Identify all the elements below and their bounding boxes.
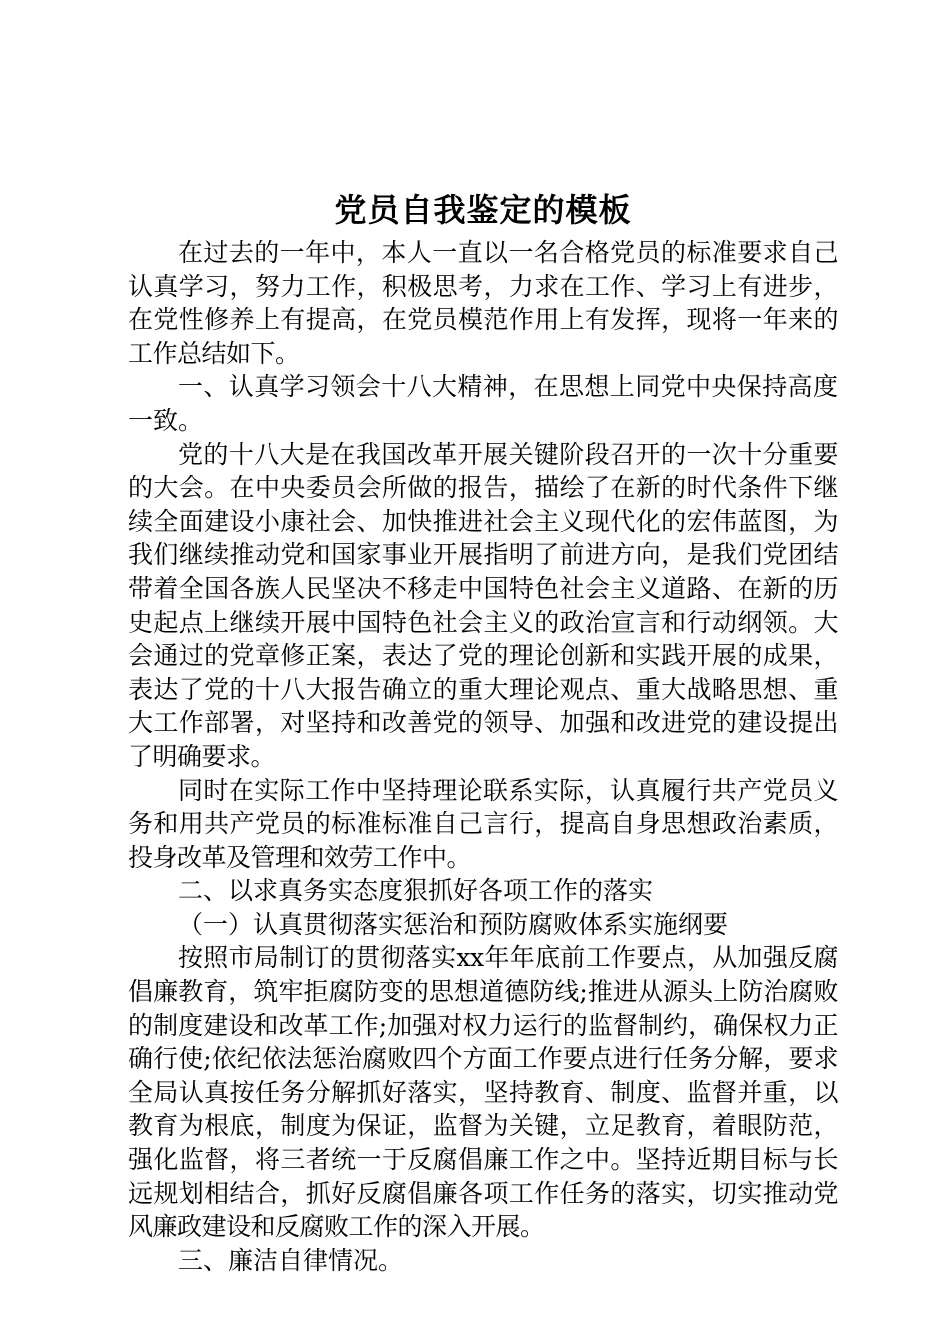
body-paragraph: 党的十八大是在我国改革开展关键阶段召开的一次十分重要的大会。在中央委员会所做的报告，描绘了在新的时代条件下继续全面建设小康社会、加快推进社会主义现代化的宏伟蓝图，为我们继续推动党和国家事业开展指明了前进方向，是我们党团结带着全国各族人民坚决不移走中国特色社会主义道路、在新的历史起点上继续开展中国特色社会主义的政治宣言和行动纲领。大会通过的党章修正案，表达了党的理论创新和实践开展的成果，表达了党的十八大报告确立的重大理论观点、重大战略思想、重大工作部署，对坚持和改善党的领导、加强和改进党的建设提出了明确要求。 bbox=[128, 439, 838, 771]
section-heading-3: 三、廉洁自律情况。 bbox=[178, 1245, 404, 1275]
body-paragraph: 同时在实际工作中坚持理论联系实际，认真履行共产党员义务和用共产党员的标准标准自己言行，提高自身思想政治素质，投身改革及管理和效劳工作中。 bbox=[128, 775, 838, 872]
section-heading-2: 二、以求真务实态度狠抓好各项工作的落实 bbox=[178, 876, 654, 906]
subsection-heading-1: （一）认真贯彻落实惩治和预防腐败体系实施纲要 bbox=[178, 909, 729, 939]
document-body bbox=[128, 186, 838, 1277]
intro-paragraph: 在过去的一年中，本人一直以一名合格党员的标准要求自己认真学习，努力工作，积极思考，力求在工作、学习上有进步，在党性修养上有提高，在党员模范作用上有发挥，现将一年来的工作总结如下。 bbox=[128, 238, 838, 368]
document-title: 党员自我鉴定的模板 bbox=[334, 191, 632, 229]
section-heading-1: 一、认真学习领会十八大精神，在思想上同党中央保持高度一致。 bbox=[128, 372, 838, 435]
body-paragraph: 按照市局制订的贯彻落实xx年年底前工作要点，从加强反腐倡廉教育，筑牢拒腐防变的思想道德防线;推进从源头上防治腐败的制度建设和改革工作;加强对权力运行的监督制约，确保权力正确行使;依纪依法惩治腐败四个方面工作要点进行任务分解，要求全局认真按任务分解抓好落实，坚持教育、制度、监督并重，以教育为根底，制度为保证，监督为关键，立足教育，着眼防范，强化监督，将三者统一于反腐倡廉工作之中。坚持近期目标与长远规划相结合，抓好反腐倡廉各项工作任务的落实，切实推动党风廉政建设和反腐败工作的深入开展。 bbox=[128, 943, 838, 1242]
